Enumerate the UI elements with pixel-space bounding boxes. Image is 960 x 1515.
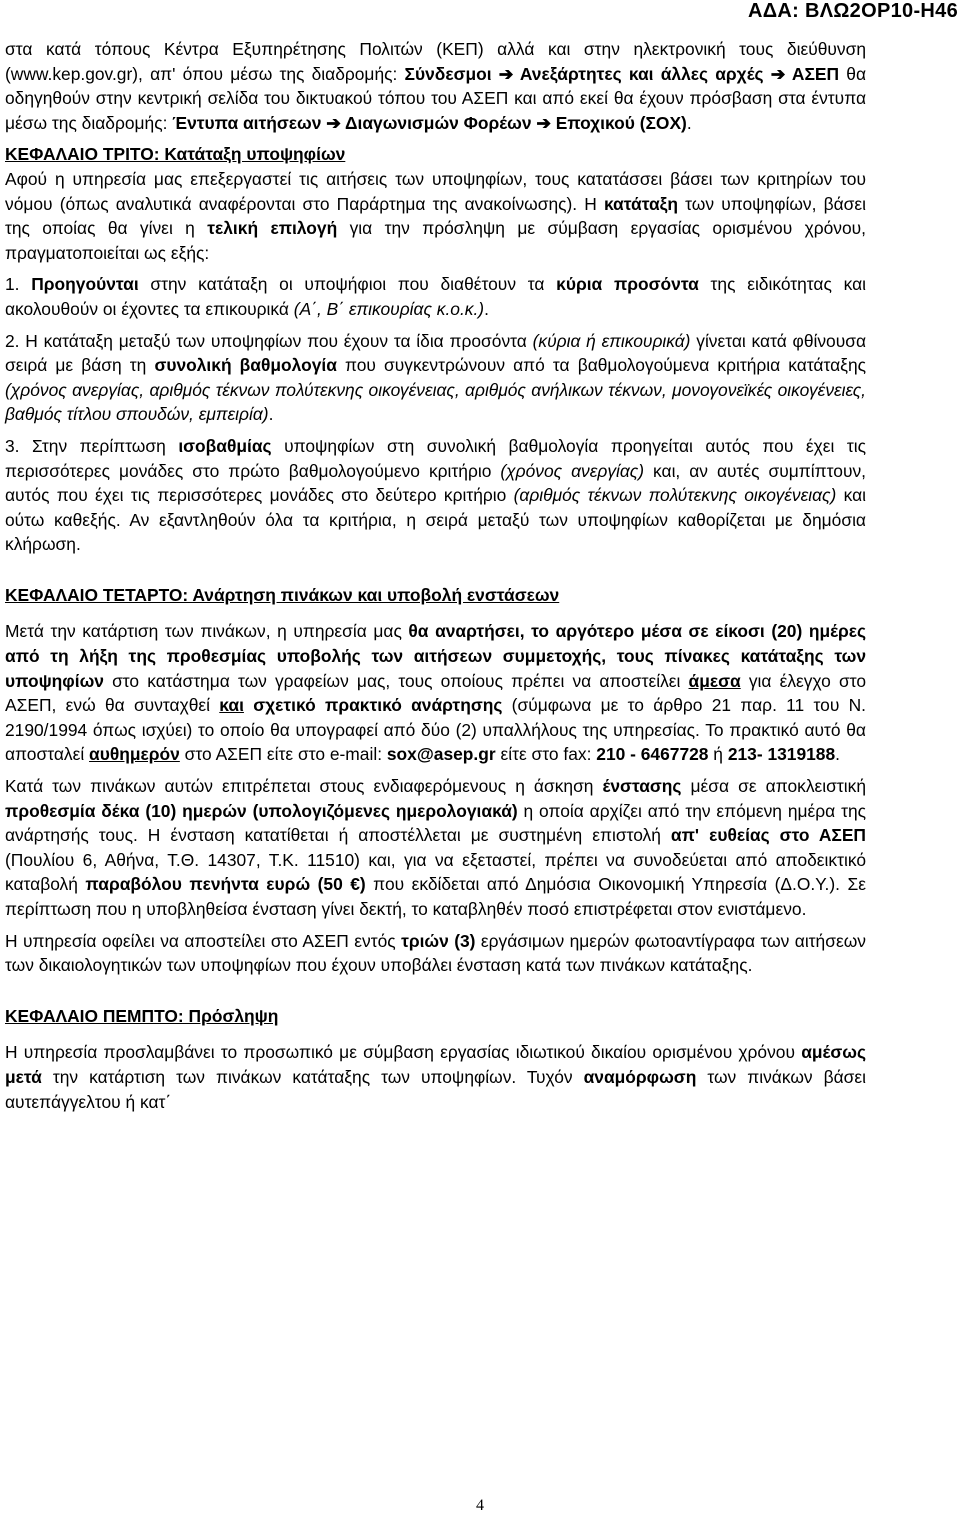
paragraph-text: και, αν αυτές συμπίπτουν, αυτός που έχει τις περισσότερες μονάδες στο δεύτερο κριτήριο [5,460,866,506]
bold-text: Προηγούνται [31,274,139,295]
paragraph-text: . [835,744,840,765]
email-address: sox@asep.gr [386,744,496,765]
italic-text: (Α΄, Β΄ επικουρίας κ.ο.κ.) [293,298,485,319]
bold-text: αμέσως μετά [5,1042,866,1087]
intro-bold: ΑΣΕΠ [785,63,840,84]
paragraph-text: Κατά των πινάκων αυτών επιτρέπεται στους ενδιαφερόμενους η άσκηση [5,776,603,797]
italic-text: (χρόνος ανεργίας, αριθμός τέκνων πολύτεκνης οικογένειας, αριθμός ανήλικων τέκνων, μονογονεϊκές οικογένειες, βαθμός τίτλου σπουδών, εμπειρία) [5,379,866,425]
bold-underlined-text: άμεσα [688,670,741,691]
page-number: 4 [476,1497,484,1514]
italic-text: (αριθμός τέκνων πολύτεκνης οικογένειας) [513,485,837,506]
ranking-rule-1 [5,272,866,321]
document-body [5,37,866,1114]
bold-text: προθεσμία δέκα (10) ημερών (υπολογιζόμενες ημερολογιακά) [5,800,518,821]
paragraph-text: (σύμφωνα με το άρθρο 21 παρ. 11 του Ν. 2190/1994 όπως ισχύει) το οποίο θα υπογραφεί από δύο (2) υπαλλήλους της υπηρεσίας. Το πρακτικό αυτό θα αποσταλεί [5,695,867,765]
fax-number: 210 - 6467728 [596,744,709,765]
paragraph-text: Μετά την κατάρτιση των πινάκων, η υπηρεσία μας [5,621,409,642]
intro-bold: Ανεξάρτητες και άλλες αρχές [513,63,771,84]
bold-text: παραβόλου πενήντα ευρώ (50 €) [85,874,366,895]
paragraph-text: γίνεται κατά φθίνουσα σειρά με βάση τη [5,330,867,376]
paragraph-text: των υποψηφίων, βάσει της οποίας θα γίνει η [5,193,866,239]
chapter-5-paragraph [5,1040,866,1114]
bold-text: απ' ευθείας στο ΑΣΕΠ [670,825,866,846]
italic-text: (χρόνος ανεργίας) [500,460,645,481]
chapter-4-paragraph-2 [5,774,866,922]
bold-underlined-text: αυθημερόν [89,744,180,765]
chapter-4-paragraph-3 [5,929,866,978]
bold-text: ισοβαθμίας [178,435,272,456]
ranking-rule-2 [5,329,866,427]
paragraph-text: που εκδίδεται από Δημόσια Οικονομική Υπηρεσία (Δ.Ο.Υ.). Σε περίπτωση που η υποβληθείσα ένσταση γίνει δεκτή, το καταβληθέν ποσό επιστρέφεται στον ενιστάμενο. [5,874,866,919]
paragraph-text: Η υπηρεσία προσλαμβάνει το προσωπικό με σύμβαση εργασίας ιδιωτικού δικαίου ορισμένου χρόνου [5,1042,802,1063]
paragraph-text: που συγκεντρώνουν από τα βαθμολογούμενα κριτήρια κατάταξης [336,355,867,376]
bold-text: σχετικό πρακτικό ανάρτησης [253,695,503,716]
intro-bold: Σύνδεσμοι [404,63,499,84]
paragraph-text: . [268,404,274,425]
paragraph-text [244,695,253,715]
paragraph-text: Η κατάταξη μεταξύ των υποψηφίων που έχουν τα ίδια προσόντα [25,330,533,351]
list-number: 3. [5,435,33,456]
paragraph-text: (Πουλίου 6, Αθήνα, Τ.Θ. 14307, Τ.Κ. 11510) και, για να εξεταστεί, πρέπει να συνοδεύεται από αποδεικτικό καταβολή [5,849,866,895]
paragraph-text: στην κατάταξη οι υποψήφιοι που διαθέτουν τα [138,274,557,295]
paragraph-text: της ειδικότητας και ακολουθούν οι έχοντες τα επικουρικά [5,274,866,319]
paragraph-text: για έλεγχο στο ΑΣΕΠ, ενώ θα συνταχθεί [5,670,866,716]
chapter-4-heading: ΚΕΦΑΛΑΙΟ ΤΕΤΑΡΤΟ: Ανάρτηση πινάκων και υποβολή ενστάσεων [5,584,560,605]
chapter-3-paragraph [5,167,866,265]
bold-text: τελική επιλογή [207,218,338,239]
paragraph-text: είτε στο fax: [495,744,597,765]
paragraph-text: η οποία αρχίζει από την επόμενη ημέρα της ανάρτησής τους. Η ένσταση κατατίθεται ή αποστέλλεται με συστημένη επιστολή [5,800,866,846]
intro-bold: Διαγωνισμών Φορέων [340,112,537,133]
bold-underlined-text: και [219,695,244,716]
paragraph-text: στο κατάστημα των γραφείων μας, τους οποίους πρέπει να αποστείλει [103,670,689,691]
intro-bold: Εποχικού (ΣΟΧ) [550,112,687,133]
fax-number: 213- 1319188 [727,744,836,765]
list-number: 1. [5,274,32,295]
paragraph-text: Η υπηρεσία οφείλει να αποστείλει στο ΑΣΕΠ εντός [5,930,402,951]
arrow-right-icon: ➔ [498,63,514,84]
bold-text: κύρια προσόντα [556,274,699,295]
intro-text: στα κατά τόπους Κέντρα Εξυπηρέτησης Πολιτών (ΚΕΠ) αλλά και στην ηλεκτρονική τους διεύθυνση (www.kep.gov.gr), απ' όπου μέσω της διαδρομής: [5,39,866,84]
ada-header: ΑΔΑ: ΒΛΩ2ΟΡ10-Η46 [747,0,958,22]
bold-text: κατάταξη [603,193,679,214]
italic-text: (κύρια ή επικουρικά) [532,330,691,351]
bold-text: αναμόρφωση [583,1066,697,1087]
chapter-3-heading: ΚΕΦΑΛΑΙΟ ΤΡΙΤΟ: Κατάταξη υποψηφίων [5,144,346,165]
paragraph-text: Αφού η υπηρεσία μας επεξεργαστεί τις αιτήσεις των υποψηφίων, τους κατατάσσει βάσει των κριτηρίων του νόμου (όπως αναλυτικά αναφέρονται στο Παράρτημα της ανακοίνωσης). Η [5,168,866,214]
paragraph-text: μέσα σε αποκλειστική [681,776,866,797]
intro-text: θα οδηγηθούν στην κεντρική σελίδα του δικτυακού τόπου του ΑΣΕΠ και από εκεί θα έχουν πρόσβαση στα έντυπα μέσω της διαδρομής: [5,63,866,133]
paragraph-text: την κατάρτιση των πινάκων κατάταξης των υποψηφίων. Τυχόν [41,1066,584,1087]
ranking-rule-3 [5,434,866,557]
list-number: 2. [5,330,26,351]
paragraph-text: στο ΑΣΕΠ είτε στο e-mail: [179,744,387,765]
bold-text: θα αναρτήσει, το αργότερο μέσα σε είκοσι (20) ημέρες από τη λήξη της προθεσμίας υποβολής των αιτήσεων συμμετοχής, τους πίνακες κατάταξης των υποψηφίων [5,621,866,691]
arrow-right-icon: ➔ [536,112,551,133]
paragraph-text: Στην περίπτωση [32,435,179,456]
paragraph-text: . [484,298,489,319]
intro-paragraph [5,37,866,135]
intro-text: . [686,112,692,133]
chapter-5-heading: ΚΕΦΑΛΑΙΟ ΠΕΜΠΤΟ: Πρόσληψη [5,1005,279,1026]
arrow-right-icon: ➔ [770,63,786,84]
bold-text: συνολική βαθμολογία [154,355,337,376]
bold-text: τριών (3) [401,930,476,951]
arrow-right-icon: ➔ [326,112,341,133]
paragraph-text: των πινάκων βάσει αυτεπάγγελτου ή κατ΄ [5,1066,866,1112]
intro-bold: Έντυπα αιτήσεων [172,112,327,133]
paragraph-text: ή [708,744,728,765]
paragraph-text: υποψηφίων στη συνολική βαθμολογία προηγείται αυτός που έχει τις περισσότερες μονάδες στο πρώτο βαθμολογούμενο κριτήριο [5,435,866,481]
paragraph-text: για την πρόσληψη με σύμβαση εργασίας ορισμένου χρόνου, πραγματοποιείται ως εξής: [5,218,866,263]
paragraph-text: εργάσιμων ημερών φωτοαντίγραφα των αιτήσεων των δικαιολογητικών των υποψηφίων που έχουν υποβάλει ένσταση κατά των πινάκων κατάταξης. [5,930,866,976]
paragraph-text: και ούτω καθεξής. Αν εξαντληθούν όλα τα κριτήρια, η σειρά μεταξύ των υποψηφίων καθορίζεται με δημόσια κλήρωση. [5,485,866,555]
chapter-4-paragraph-1 [5,619,866,767]
bold-text: ένστασης [602,776,682,797]
